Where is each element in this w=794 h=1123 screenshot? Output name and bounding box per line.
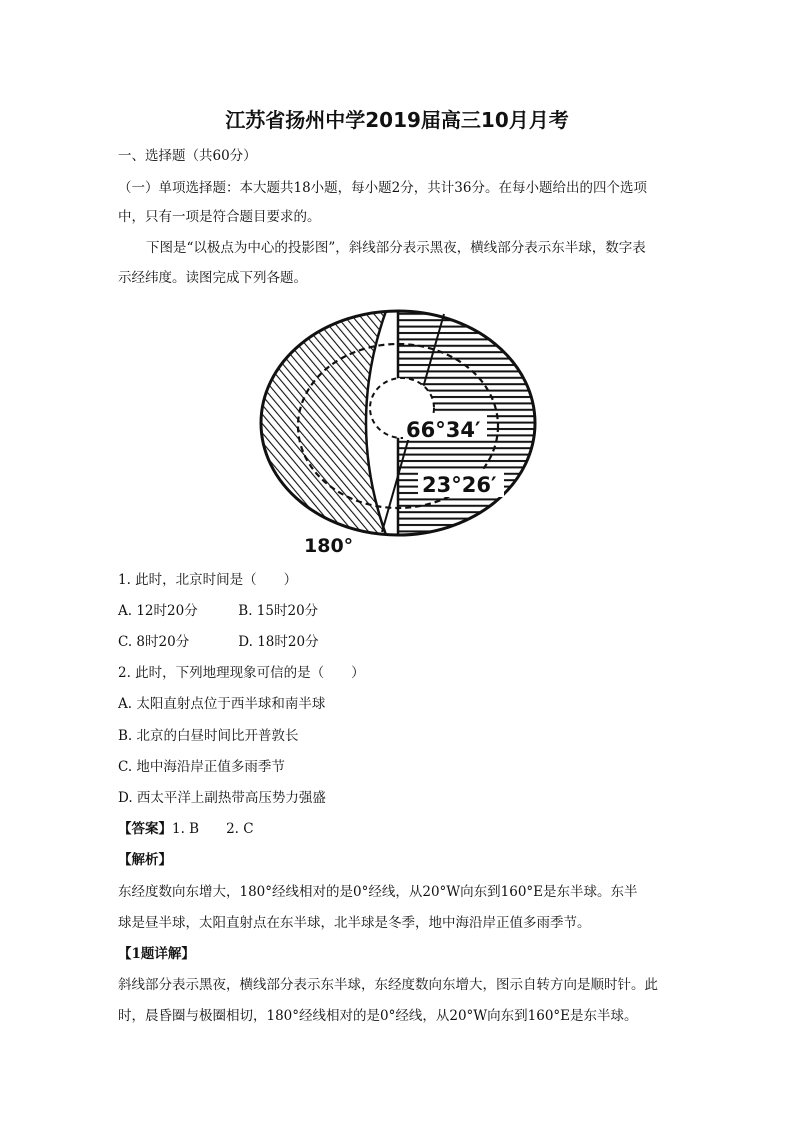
question-1-options-row-1 xyxy=(118,601,683,621)
question-2-stem: 2. 此时，下列地理现象可信的是（ ） xyxy=(118,665,365,681)
figure-intro-line-1: 下图是“以极点为中心的投影图”，斜线部分表示黑夜，横线部分表示东半球，数字表 xyxy=(146,240,646,256)
detail-1-label: 【1题详解】 xyxy=(118,946,195,962)
section-heading: 一、选择题（共60分） xyxy=(118,148,257,164)
detail-1-line-2: 时，晨昏圈与极圈相切，180°经线相对的是0°经线，从20°W向东到160°E是东半球。 xyxy=(118,1008,638,1024)
figure-intro-line-2: 示经纬度。读图完成下列各题。 xyxy=(118,270,307,286)
q2-option-b[interactable]: B. 北京的白昼时间比开普敦长 xyxy=(118,728,299,744)
analysis-label: 【解析】 xyxy=(118,852,172,868)
q1-option-a[interactable]: A. 12时20分 xyxy=(118,603,198,619)
detail-1-line-1: 斜线部分表示黑夜，横线部分表示东半球，东经度数向东增大，图示自转方向是顺时针。此 xyxy=(118,977,658,993)
label-polar-circle: 66°34′ xyxy=(406,418,481,442)
question-1-options-row-2 xyxy=(118,632,683,652)
q2-option-d[interactable]: D. 西太平洋上副热带高压势力强盛 xyxy=(118,790,326,806)
label-tropic: 23°26′ xyxy=(422,473,497,497)
exam-title: 江苏省扬州中学2019届高三10月月考 xyxy=(225,108,569,132)
q2-option-a[interactable]: A. 太阳直射点位于西半球和南半球 xyxy=(118,696,326,712)
analysis-line-2: 球是昼半球，太阳直射点在东半球，北半球是冬季，地中海沿岸正值多雨季节。 xyxy=(118,915,591,931)
subsection-intro-line-2: 中，只有一项是符合题目要求的。 xyxy=(118,209,321,225)
question-1-stem: 1. 此时，北京时间是（ ） xyxy=(118,572,298,588)
subsection-intro-line-1: （一）单项选择题：本大题共18小题，每小题2分，共计36分。在每小题给出的四个选项 xyxy=(118,180,647,196)
polar-projection-figure xyxy=(258,298,548,560)
answer-text: 1. B 2. C xyxy=(172,821,254,837)
q1-option-c[interactable]: C. 8时20分 xyxy=(118,634,190,650)
q1-option-b[interactable]: B. 15时20分 xyxy=(238,603,319,619)
label-meridian-180: 180° xyxy=(304,535,354,557)
q2-option-c[interactable]: C. 地中海沿岸正值多雨季节 xyxy=(118,759,285,775)
q1-option-d[interactable]: D. 18时20分 xyxy=(238,634,319,650)
answer-label: 【答案】 xyxy=(118,821,172,837)
answer-line xyxy=(118,819,683,839)
analysis-line-1: 东经度数向东增大，180°经线相对的是0°经线，从20°W向东到160°E是东半球。东半 xyxy=(118,884,638,900)
